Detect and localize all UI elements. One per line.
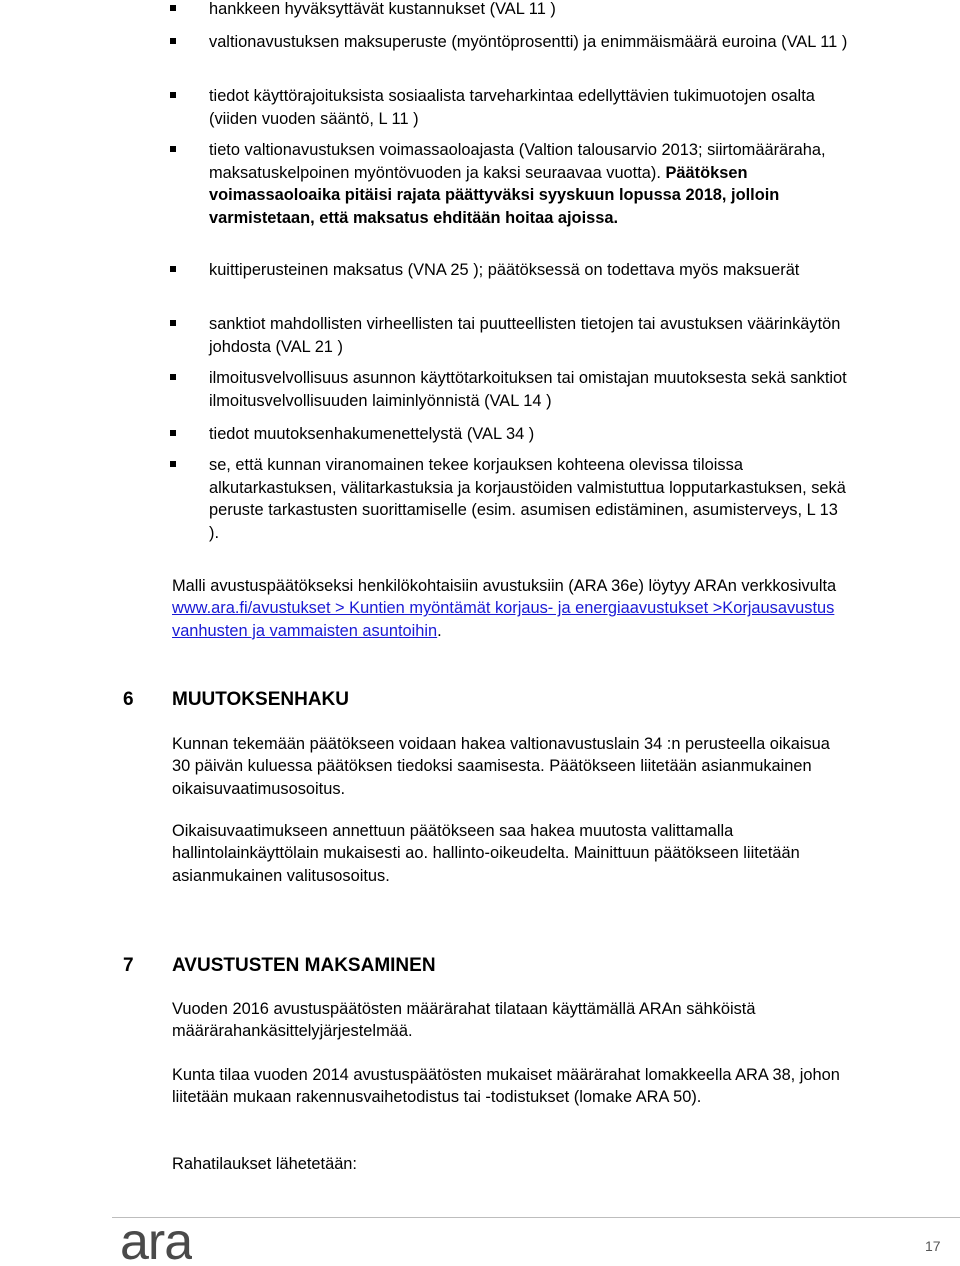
section-number: 6 <box>123 689 134 710</box>
bullet-square-icon <box>170 374 176 380</box>
section7-paragraph-3: Rahatilaukset lähetetään: <box>172 1155 357 1173</box>
bullet-square-icon <box>170 5 176 11</box>
bullet-square-icon <box>170 38 176 44</box>
list-item: se, että kunnan viranomainen tekee korjauksen kohteena olevissa tiloissa alkutarkastuksen, välitarkastuksia ja korjaustöiden valmistuttua lopputarkastuksen, sekä peruste tarkastusten suorittamiselle (esim. asumisen edistäminen, asumisterveys, L 13 ). <box>209 454 849 544</box>
bullet-square-icon <box>170 430 176 436</box>
list-item: hankkeen hyväksyttävät kustannukset (VAL 11 ) <box>209 0 849 21</box>
section-title: AVUSTUSTEN MAKSAMINEN <box>172 955 436 976</box>
footer-divider <box>112 1217 960 1218</box>
bullet-square-icon <box>170 461 176 467</box>
bullet-square-icon <box>170 266 176 272</box>
list-item: ilmoitusvelvollisuus asunnon käyttötarkoituksen tai omistajan muutoksesta sekä sanktiot ilmoitusvelvollisuuden laiminlyönnistä (VAL 14 ) <box>209 367 849 412</box>
list-item: tieto valtionavustuksen voimassaoloajasta (Valtion talousarvio 2013; siirtomääräraha, maksatuskelpoinen myöntövuoden ja kaksi seuraavaa vuotta). Päätöksen voimassaoloaika pitäisi rajata päättyväksi syyskuun lopussa 2018, jolloin varmistetaan, että maksatus ehditään hoitaa ajoissa. <box>209 139 849 229</box>
section6-paragraph-2: Oikaisuvaatimukseen annettuun päätökseen saa hakea muutosta valittamalla hallintolainkäyttölain mukaisesti ao. hallinto-oikeudelta. Mainittuun päätökseen liitetään asianmukainen valitusosoitus. <box>172 822 800 885</box>
section-number: 7 <box>123 955 134 976</box>
bullet-square-icon <box>170 320 176 326</box>
section-heading-6 <box>123 688 349 712</box>
list-item: sanktiot mahdollisten virheellisten tai puutteellisten tietojen tai avustuksen väärinkäytön johdosta (VAL 21 ) <box>209 313 849 358</box>
list-item: tiedot käyttörajoituksista sosiaalista tarveharkintaa edellyttävien tukimuotojen osalta (viiden vuoden sääntö, L 11 ) <box>209 85 849 130</box>
list-item: kuittiperusteinen maksatus (VNA 25 ); päätöksessä on todettava myös maksuerät <box>209 259 849 282</box>
ara-avustukset-link[interactable]: www.ara.fi/avustukset > Kuntien myöntämät korjaus- ja energiaavustukset >Korjausavustus vanhusten ja vammaisten asuntoihin <box>172 599 835 640</box>
section7-paragraph-1: Vuoden 2016 avustuspäätösten määrärahat tilataan käyttämällä ARAn sähköistä määrärahankäsittelyjärjestelmää. <box>172 1000 756 1041</box>
bullet-square-icon <box>170 146 176 152</box>
section7-paragraph-2: Kunta tilaa vuoden 2014 avustuspäätösten mukaiset määrärahat lomakkeella ARA 38, johon liitetään mukaan rakennusvaihetodistus tai -todistukset (lomake ARA 50). <box>172 1066 840 1107</box>
section-title: MUUTOKSENHAKU <box>172 689 349 710</box>
list-item: tiedot muutoksenhakumenettelystä (VAL 34 ) <box>209 423 849 446</box>
list-item: valtionavustuksen maksuperuste (myöntöprosentti) ja enimmäismäärä euroina (VAL 11 ) <box>209 31 849 54</box>
page-number: 17 <box>925 1238 941 1254</box>
section-heading-7 <box>123 954 436 978</box>
malli-paragraph: Malli avustuspäätökseksi henkilökohtaisiin avustuksiin (ARA 36e) löytyy ARAn verkkosivulta www.ara.fi/avustukset > Kuntien myöntämät korjaus- ja energiaavustukset >Korjausavustus vanhusten ja vammaisten asuntoihin. <box>172 577 837 640</box>
bullet-square-icon <box>170 92 176 98</box>
section6-paragraph-1: Kunnan tekemään päätökseen voidaan hakea valtionavustuslain 34 :n perusteella oikaisua 30 päivän kuluessa päätöksen tiedoksi saamisesta. Päätökseen liitetään asianmukainen oikaisuvaatimusosoitus. <box>172 735 830 798</box>
ara-logo: ara <box>120 1222 193 1266</box>
